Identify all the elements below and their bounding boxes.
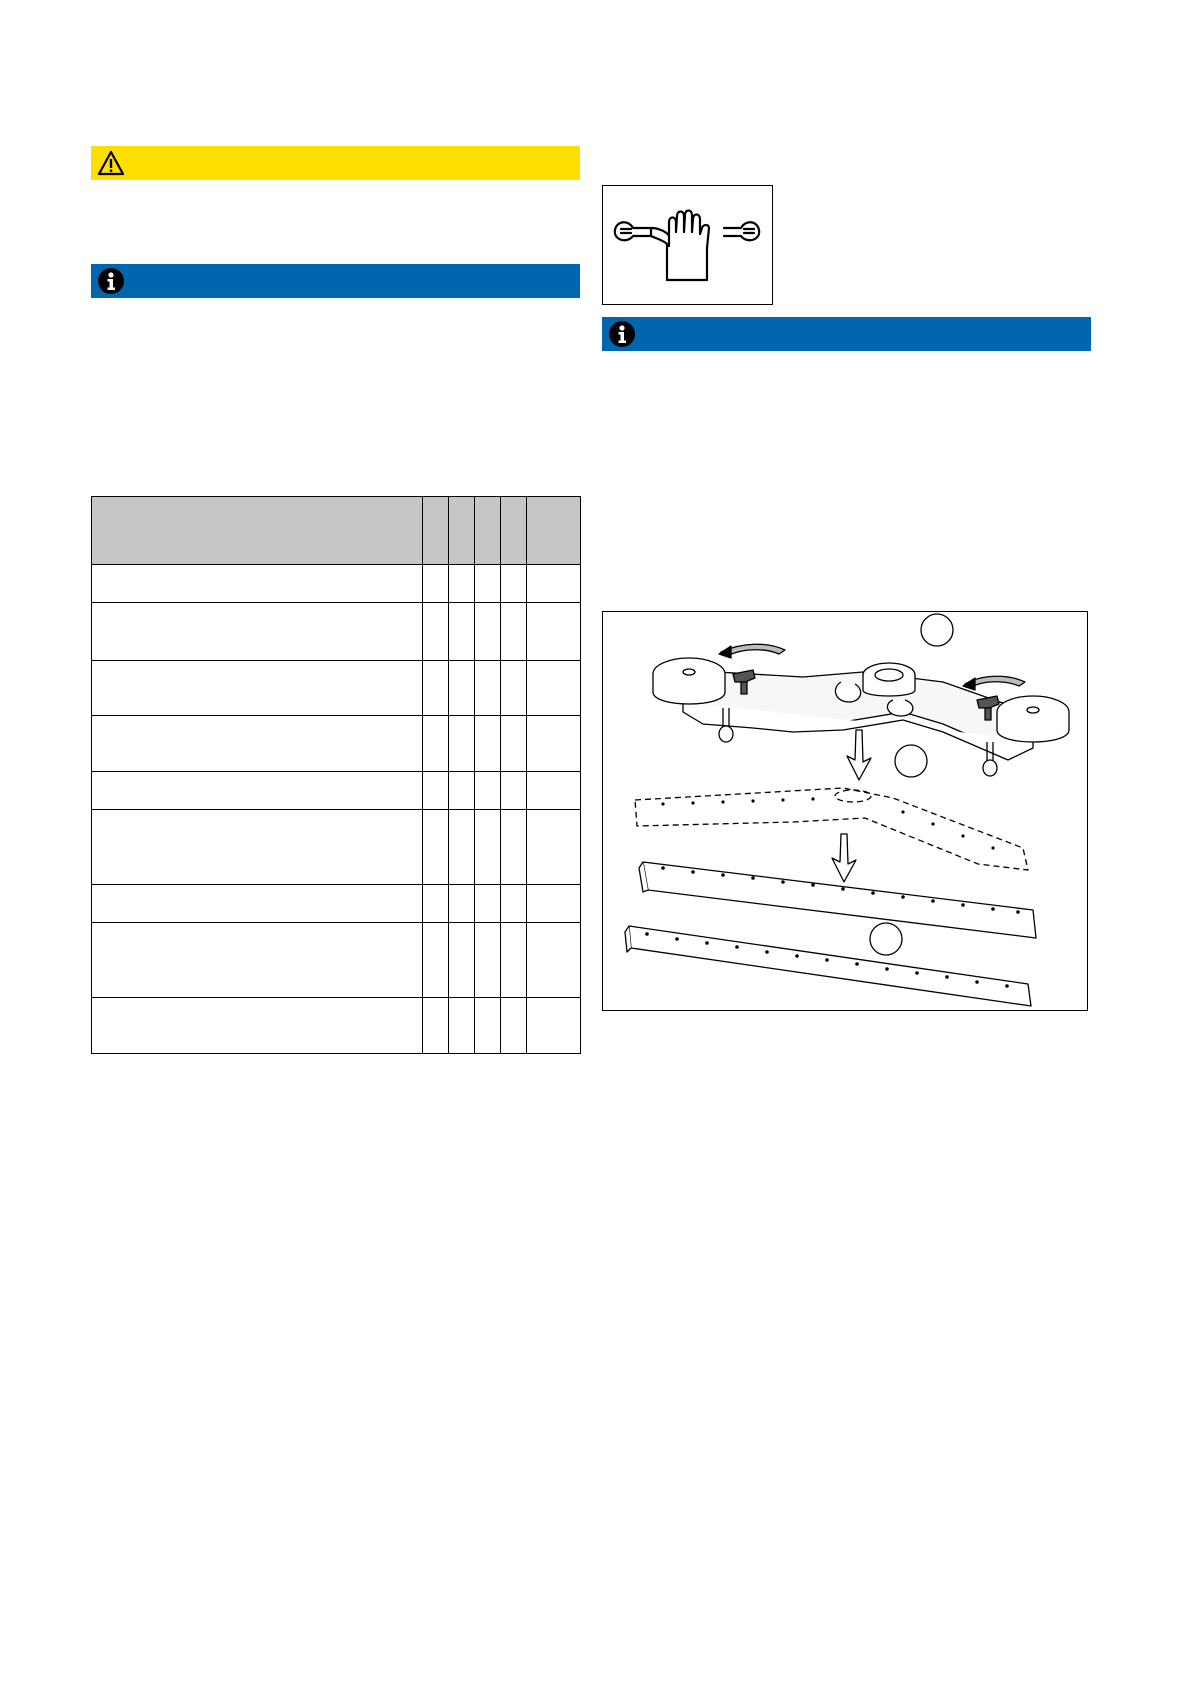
table-header-cell	[501, 497, 527, 565]
table-header-cell	[449, 497, 475, 565]
table-header-cell	[475, 497, 501, 565]
squeegee-assembly-figure	[602, 611, 1088, 1011]
callout-circle-1	[921, 614, 953, 646]
info-bar-right	[602, 317, 1091, 351]
info-icon	[608, 320, 636, 348]
table-row	[92, 603, 581, 661]
info-bar-left	[91, 264, 580, 298]
callout-circle-2	[895, 745, 927, 777]
table-header-cell	[92, 497, 423, 565]
table-header-cell	[423, 497, 449, 565]
protective-gloves-wrench-icon	[603, 186, 772, 304]
table-row	[92, 661, 581, 716]
table-row	[92, 885, 581, 923]
maintenance-table	[91, 496, 581, 1054]
table-row	[92, 772, 581, 810]
table-row	[92, 998, 581, 1054]
table-row	[92, 810, 581, 885]
squeegee-exploded-diagram	[603, 612, 1087, 1010]
protective-gloves-pictogram	[602, 185, 773, 305]
table-header-row	[92, 497, 581, 565]
callout-circle-3	[870, 923, 902, 955]
table-header-cell	[527, 497, 581, 565]
warning-bar	[91, 146, 580, 180]
table-row	[92, 565, 581, 603]
table-row	[92, 923, 581, 998]
warning-triangle-icon	[97, 149, 125, 177]
info-icon	[97, 267, 125, 295]
table-row	[92, 716, 581, 772]
